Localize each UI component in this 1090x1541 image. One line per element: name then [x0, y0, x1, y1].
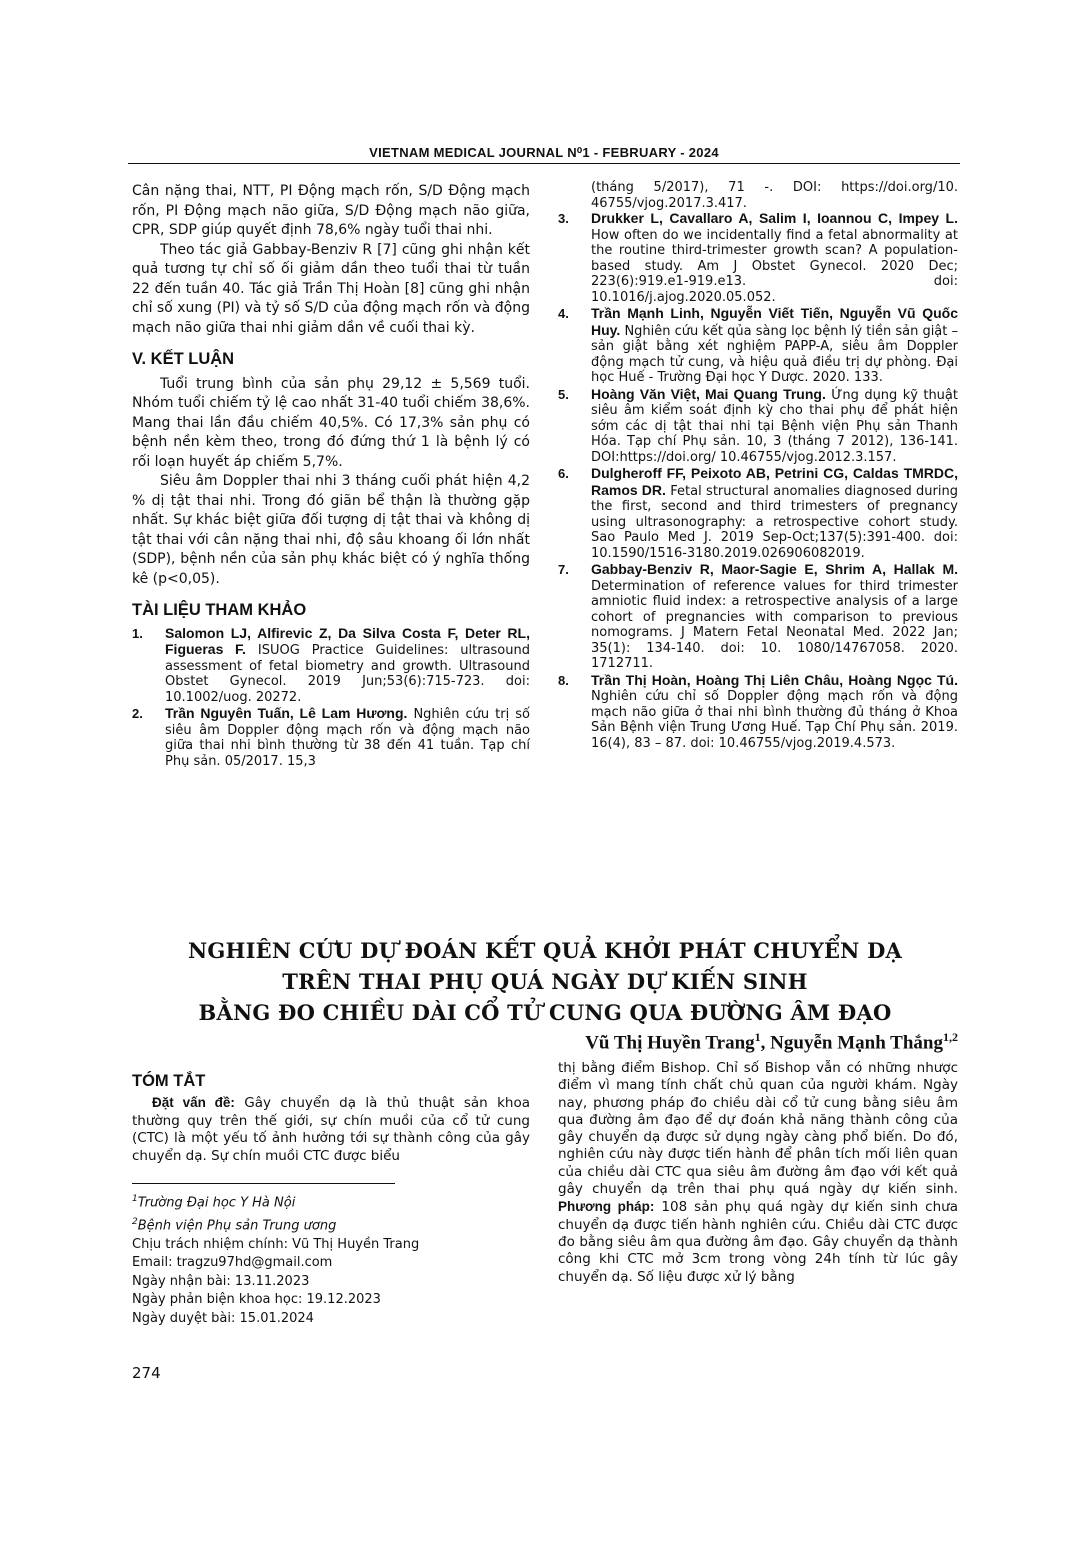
abstract-lead-background: Đặt vấn đề:: [152, 1095, 235, 1110]
abstract-lead-methods: Phương pháp:: [558, 1199, 655, 1215]
reference-item: [132, 706, 530, 769]
affiliation-2: $^2$Bệnh viện Phụ sản Trung ương: [132, 1216, 337, 1234]
reference-number: 1.: [132, 625, 143, 641]
author-2-affiliation: 1,2: [943, 1030, 958, 1044]
references-heading: TÀI LIỆU THAM KHẢO: [132, 601, 307, 619]
abstract-continuation: thị bằng điểm Bishop. Chỉ số Bishop vẫn có những nhược điểm vì mang tính chất chủ quan của người khám. Ngày nay, phương pháp đo chiều dài cổ tử cung bằng siêu âm qua đường âm đạo để dự đoán khả năng thành công của gây chuyển dạ được sử dụng ngày càng phổ biến. Do đó, nghiên cứu này được tiến hành để phân tích mối liên quan của chiều dài CTC qua siêu âm đường âm đạo với kết quả gây chuyển dạ trên thai phụ quá ngày dự kiến sinh.: [558, 1060, 958, 1198]
corresponding-author: Chịu trách nhiệm chính: Vũ Thị Huyền Trang: [132, 1236, 420, 1252]
reference-number: 2.: [132, 706, 143, 721]
author-separator: ,: [760, 1032, 771, 1054]
discussion-paragraph-2: Theo tác giả Gabbay-Benziv R [7] cũng ghi nhận kết quả tương tự chỉ số ối giảm dần theo tuổi thai từ tuần 22 đến tuần 40. Tác giả Trần Thị Hoàn [8] cũng ghi nhận chỉ số xung (PI) và tỷ số S/D của động mạch rốn và động mạch não giữa thai nhi giảm dần về cuối thai kỳ.: [132, 241, 530, 336]
reference-authors: Hoàng Văn Việt, Mai Quang Trung.: [591, 385, 826, 402]
reference-item: [558, 387, 958, 466]
reference-text: Nghiên cứu trị số siêu âm Doppler động mạch rốn và động mạch não giữa thai nhi bình thường từ 38 đến 41 tuần. Tạp chí Phụ sản. 05/2017. 15,3: [165, 707, 530, 769]
title-line-2: TRÊN THAI PHỤ QUÁ NGÀY DỰ KIẾN SINH: [282, 969, 808, 994]
conclusion-paragraph-2: Siêu âm Doppler thai nhi 3 tháng cuối phát hiện 4,2 % dị tật thai nhi. Trong đó giãn bể thận là thường gặp nhất. Sự khác biệt giữa đối tượng dị tật thai và không dị tật thai với cân nặng thai nhi, độ sâu khoang ối lớn nhất (SDP), bệnh nền của sản phụ khác biệt có ý nghĩa thống kê (p<0,05).: [132, 473, 530, 587]
reference-authors: Trần Mạnh Linh, Nguyễn Viết Tiến, Nguyễn Vũ Quốc Huy.: [591, 305, 958, 338]
reference-number: 7.: [558, 562, 569, 577]
reference-item: [558, 306, 958, 386]
header-rule: [128, 163, 960, 164]
reference-number: 3.: [558, 211, 569, 226]
reference-item: [558, 673, 958, 752]
abstract-left: [132, 1072, 530, 1165]
reference-text: Nghiên cứu chỉ số Doppler động mạch rốn và động mạch não giữa ở thai nhi bình thường đủ tháng ở Khoa Sản Bệnh viện Trung Ương Huế. Tạp Chí Phụ sản. 2019. 16(4), 83 – 87. doi: 10.46755/vjog.2019.4.573.: [591, 689, 958, 751]
reference-text: Determination of reference values for third trimester amniotic fluid index: a retrospective analysis of a large cohort of pregnancies with comparison to previous nomograms. J Matern Fetal Neonatal Med. 2022 Jan; 35(1): 134-140. doi: 10. 1080/14767058. 2020. 1712711.: [591, 578, 958, 671]
date-reviewed: Ngày phản biện khoa học: 19.12.2023: [132, 1292, 381, 1308]
reference-item: [132, 626, 530, 706]
reference-continuation: (tháng 5/2017), 71 -. DOI: https://doi.org/10. 46755/vjog.2017.3.417.: [591, 180, 958, 211]
abstract-methods-text: 108 sản phụ quá ngày dự kiến sinh chưa chuyển dạ được tiến hành nghiên cứu. Chiều dài CTC được đo bằng siêu âm qua đường âm đạo. Gây chuyển dạ thành công khi CTC mở 3cm trong vòng 24h tính từ lúc gây chuyển dạ. Số liệu được xử lý bằng: [558, 1199, 958, 1285]
left-column: [132, 182, 530, 770]
author-1-affiliation: 1: [754, 1030, 761, 1044]
reference-number: 5.: [558, 386, 569, 402]
footnotes: [132, 1190, 530, 1328]
abstract-right: [558, 1060, 958, 1286]
date-received: Ngày nhận bài: 13.11.2023: [132, 1273, 310, 1289]
reference-authors: Dulgheroff FF, Peixoto AB, Petrini CG, Caldas TMRDC, Ramos DR.: [591, 465, 958, 498]
conclusion-heading: V. KẾT LUẬN: [132, 350, 235, 368]
author-2: Nguyễn Mạnh Thắng: [770, 1032, 943, 1054]
reference-authors: Gabbay-Benziv R, Maor-Sagie E, Shrim A, Hallak M.: [591, 561, 958, 577]
reference-number: 8.: [558, 672, 569, 688]
running-head: VIETNAM MEDICAL JOURNAL N⁰1 - FEBRUARY - 2024: [369, 145, 719, 160]
reference-text: Ứng dụng kỹ thuật siêu âm kiểm soát định kỳ cho thai phụ để phát hiện sớm các dị tật thai nhi tại Bệnh viện Phụ sản Thanh Hóa. Tạp chí Phụ sản. 10, 3 (tháng 7 2012), 136-141. DOI:https://doi.org/ 10.46755/vjog.2012.3.157.: [591, 387, 958, 465]
abstract-paragraph: [132, 1094, 530, 1165]
conclusion-paragraph-1: Tuổi trung bình của sản phụ 29,12 ± 5,569 tuổi. Nhóm tuổi chiếm tỷ lệ cao nhất 31-40 tuổi chiếm 38,6%. Mang thai lần đầu chiếm 40,5%. Có 17,3% sản phụ có bệnh nền kèm theo, trong đó đứng thứ 1 là bệnh lý có rối loạn huyết áp chiếm 5,7%.: [132, 375, 530, 470]
reference-item: [558, 466, 958, 561]
reference-number: 4.: [558, 306, 569, 321]
footnote-rule: [132, 1183, 395, 1184]
reference-text: Nghiên cứu kết qủa sàng lọc bệnh lý tiền sản giật – sản giật bằng xét nghiệm PAPP-A, siêu âm Doppler động mạch tử cung, và hiệu quả điều trị dự phòng. Đại học Huế - Trường Đại học Y Dược. 2020. 133.: [591, 323, 959, 385]
reference-item: [558, 211, 958, 305]
abstract-background-text: Gây chuyển dạ là thủ thuật sản khoa thường quy trên thế giới, sự chín muồi của cổ tử cung (CTC) là một yếu tố ảnh hưởng tới sự thành công của gây chuyển dạ. Sự chín muồi CTC được biểu: [132, 1095, 530, 1164]
reference-text: How often do we incidentally find a fetal abnormality at the routine third-trimester growth scan? A population-based study. Am J Obstet Gynecol. 2020 Dec; 223(6):919.e1-919.e13. doi: 10.1016/j.ajog.2020.05.052.: [591, 227, 958, 305]
date-accepted: Ngày duyệt bài: 15.01.2024: [132, 1310, 314, 1326]
article-title: [150, 935, 940, 1028]
right-column: [558, 180, 958, 752]
reference-text: Fetal structural anomalies diagnosed during the first, second and third trimesters of pregnancy using ultrasonography: a retrospective cohort study. Sao Paulo Med J. 2019 Sep-Oct;137(5):391-400. doi: 10.1590/1516-3180.2019.026906082019.: [591, 483, 958, 561]
author-1: Vũ Thị Huyền Trang: [585, 1032, 755, 1054]
reference-authors: Drukker L, Cavallaro A, Salim I, Ioannou C, Impey L.: [591, 210, 958, 226]
reference-text: ISUOG Practice Guidelines: ultrasound assessment of fetal biometry and growth. Ultrasound Obstet Gynecol. 2019 Jun;53(6):715-723. doi: 10.1002/uog. 20272.: [165, 643, 530, 705]
discussion-paragraph-1: Cân nặng thai, NTT, PI Động mạch rốn, S/D Động mạch rốn, PI Động mạch não giữa, S/D Động mạch não giữa, CPR, SDP giúp quyết định 78,6% ngày tuổi thai nhi.: [132, 183, 530, 238]
abstract-heading: TÓM TẮT: [132, 1072, 206, 1090]
reference-authors: Salomon LJ, Alfirevic Z, Da Silva Costa F, Deter RL, Figueras F.: [165, 624, 530, 657]
reference-item: [558, 562, 958, 672]
title-line-3: BẰNG ĐO CHIỀU DÀI CỔ TỬ CUNG QUA ĐƯỜNG ÂM ĐẠO: [198, 1000, 892, 1025]
article-authors: [585, 1030, 958, 1054]
reference-authors: Trần Nguyên Tuấn, Lê Lam Hương.: [165, 705, 408, 721]
corresponding-email: Email: tragzu97hd@gmail.com: [132, 1255, 333, 1271]
reference-number: 6.: [558, 466, 569, 481]
page-number: 274: [132, 1364, 161, 1382]
title-line-1: NGHIÊN CỨU DỰ ĐOÁN KẾT QUẢ KHỞI PHÁT CHUYỂN DẠ: [188, 938, 902, 963]
affiliation-1: $^1$Trường Đại học Y Hà Nội: [132, 1194, 296, 1211]
reference-authors: Trần Thị Hoàn, Hoàng Thị Liên Châu, Hoàng Ngọc Tú.: [591, 671, 958, 688]
